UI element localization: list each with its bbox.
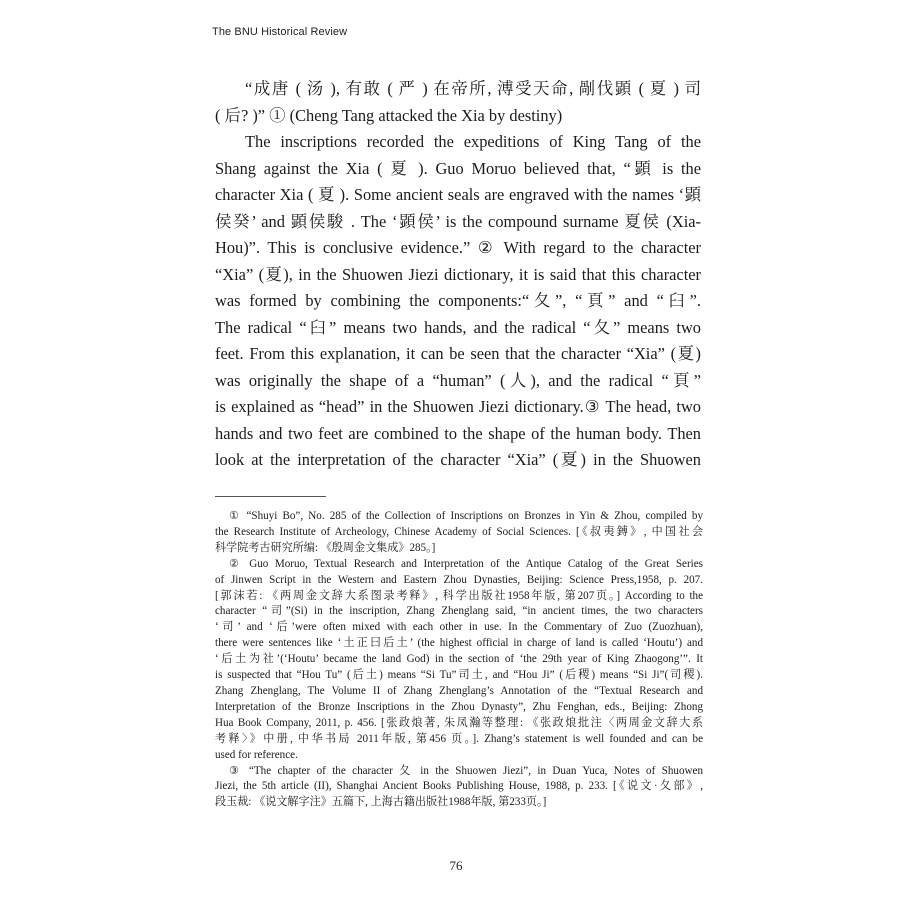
- body-line: 侯癸’ and 顕侯駿 . The ‘顕侯’ is the compound surname 夏侯 (Xia-: [215, 211, 701, 231]
- footnote-1-line: ① “Shuyi Bo”, No. 285 of the Collection of Inscriptions on Bronzes in Yin & Zhou, compiled by: [229, 510, 703, 522]
- footnote-2-line: ② Guo Moruo, Textual Research and Interpretation of the Antique Catalog of the Great Series: [229, 557, 703, 570]
- body-line: character Xia ( 夏 ). Some ancient seals are engraved with the names ‘顕: [215, 185, 701, 204]
- body-line: Shang against the Xia ( 夏 ). Guo Moruo believed that, “顕 is the: [215, 158, 701, 178]
- footnote-3-line: Jiezi, the 5th article (II), Shanghai Ancient Books Publishing House, 1988, p. 233. [《说文·夂部》,: [215, 780, 703, 793]
- footnote-2-line: used for reference.: [215, 748, 298, 761]
- footnote-3-line: ③ “The chapter of the character 夂 in the Shuowen Jiezi”, in Duan Yuca, Notes of Shuowen: [229, 764, 703, 777]
- footnote-2-line: character “司”(Si) in the inscription, Zhang Zhenglang said, “in ancient times, the two characters: [215, 605, 703, 618]
- footnote-separator-rule: [215, 496, 326, 497]
- body-line: ( 后? )” ① (Cheng Tang attacked the Xia by destiny): [215, 105, 563, 125]
- body-line: “Xia” (夏), in the Shuowen Jiezi dictionary, it is said that this character: [215, 264, 701, 284]
- footnote-2-line: is suspected that “Hou Tu” (后土) means “Si Tu”司土, and “Hou Ji” (后稷) means “Si Ji”(司稷).: [215, 669, 703, 682]
- body-line: was formed by combining the components:“夂”, “頁” and “臼”.: [215, 291, 701, 310]
- body-line: The inscriptions recorded the expeditions of King Tang of the: [245, 132, 701, 151]
- body-line: Hou)”. This is conclusive evidence.” ② With regard to the character: [215, 238, 701, 257]
- body-line: is explained as “head” in the Shuowen Jiezi dictionary.③ The head, two: [215, 397, 701, 416]
- footnote-2-line: [郭沫若: 《两周金文辞大系图录考释》, 科学出版社1958年版, 第207页。] According to the: [215, 589, 703, 602]
- running-head-journal-title: The BNU Historical Review: [212, 26, 348, 38]
- body-line: feet. From this explanation, it can be seen that the character “Xia” (夏): [215, 344, 701, 363]
- body-line: hands and two feet are combined to the shape of the human body. Then: [215, 423, 701, 443]
- main-body-text: [215, 76, 701, 474]
- footnote-2-line: Hua Book Company, 2011, p. 456. [张政烺著, 朱凤瀚等整理: 《张政烺批注〈两周金文辞大系: [215, 716, 703, 729]
- footnote-1-line: 科学院考古研究所编: 《殷周金文集成》285。]: [215, 541, 436, 554]
- body-line: look at the interpretation of the character “Xia” (夏) in the Shuowen: [215, 450, 701, 469]
- footnote-2-line: there were sentences like ‘土正曰后土’ (the highest official in charge of land is called ‘Houtu’) and: [215, 637, 703, 650]
- page-number: 76: [449, 858, 463, 873]
- body-line: The radical “臼” means two hands, and the radical “夂” means two: [215, 317, 701, 337]
- footnote-2-line: of Jinwen Script in the Western and Eastern Zhou Dynasties, Beijing: Science Press,1958, p. 207.: [215, 573, 703, 586]
- footnote-2-line: Interpretation of the Bronze Inscriptions in the Zhou Dynasty”, Zhu Fenghan, eds., Beijing: Zhong: [215, 700, 703, 713]
- footnote-2-line: 考释〉》中册, 中华书局 2011年版, 第456 页。]. Zhang’s statement is well founded and can be: [215, 732, 703, 745]
- footnote-2-line: ‘司’ and ‘后’were often mixed with each other in use. In the Commentary of Zuo (Zuozhuan),: [215, 621, 703, 634]
- footnote-2-line: ‘后土为社’(‘Houtu’ became the land God) in the section of ‘the 29th year of King Zhaogong’”. It: [215, 653, 703, 666]
- footnote-1-line: the Research Institute of Archeology, Chinese Academy of Social Sciences. [《叔夷鎛》, 中国社会: [215, 525, 703, 538]
- footnote-2-line: Zhang Zhenglang, The Volume II of Zhang Zhenglang’s Annotation of the “Textual Research and: [215, 684, 703, 697]
- footnotes-section: [215, 509, 703, 811]
- footnote-3-line: 段玉裁: 《说文解字注》五篇下, 上海古籍出版社1988年版, 第233页。]: [215, 796, 547, 809]
- body-line: was originally the shape of a “human” (人), and the radical “頁”: [215, 370, 701, 390]
- body-line: “成唐 ( 汤 ), 有敢 ( 严 ) 在帝所, 溥受天命, 剮伐顕 ( 夏 ) 司: [245, 79, 701, 98]
